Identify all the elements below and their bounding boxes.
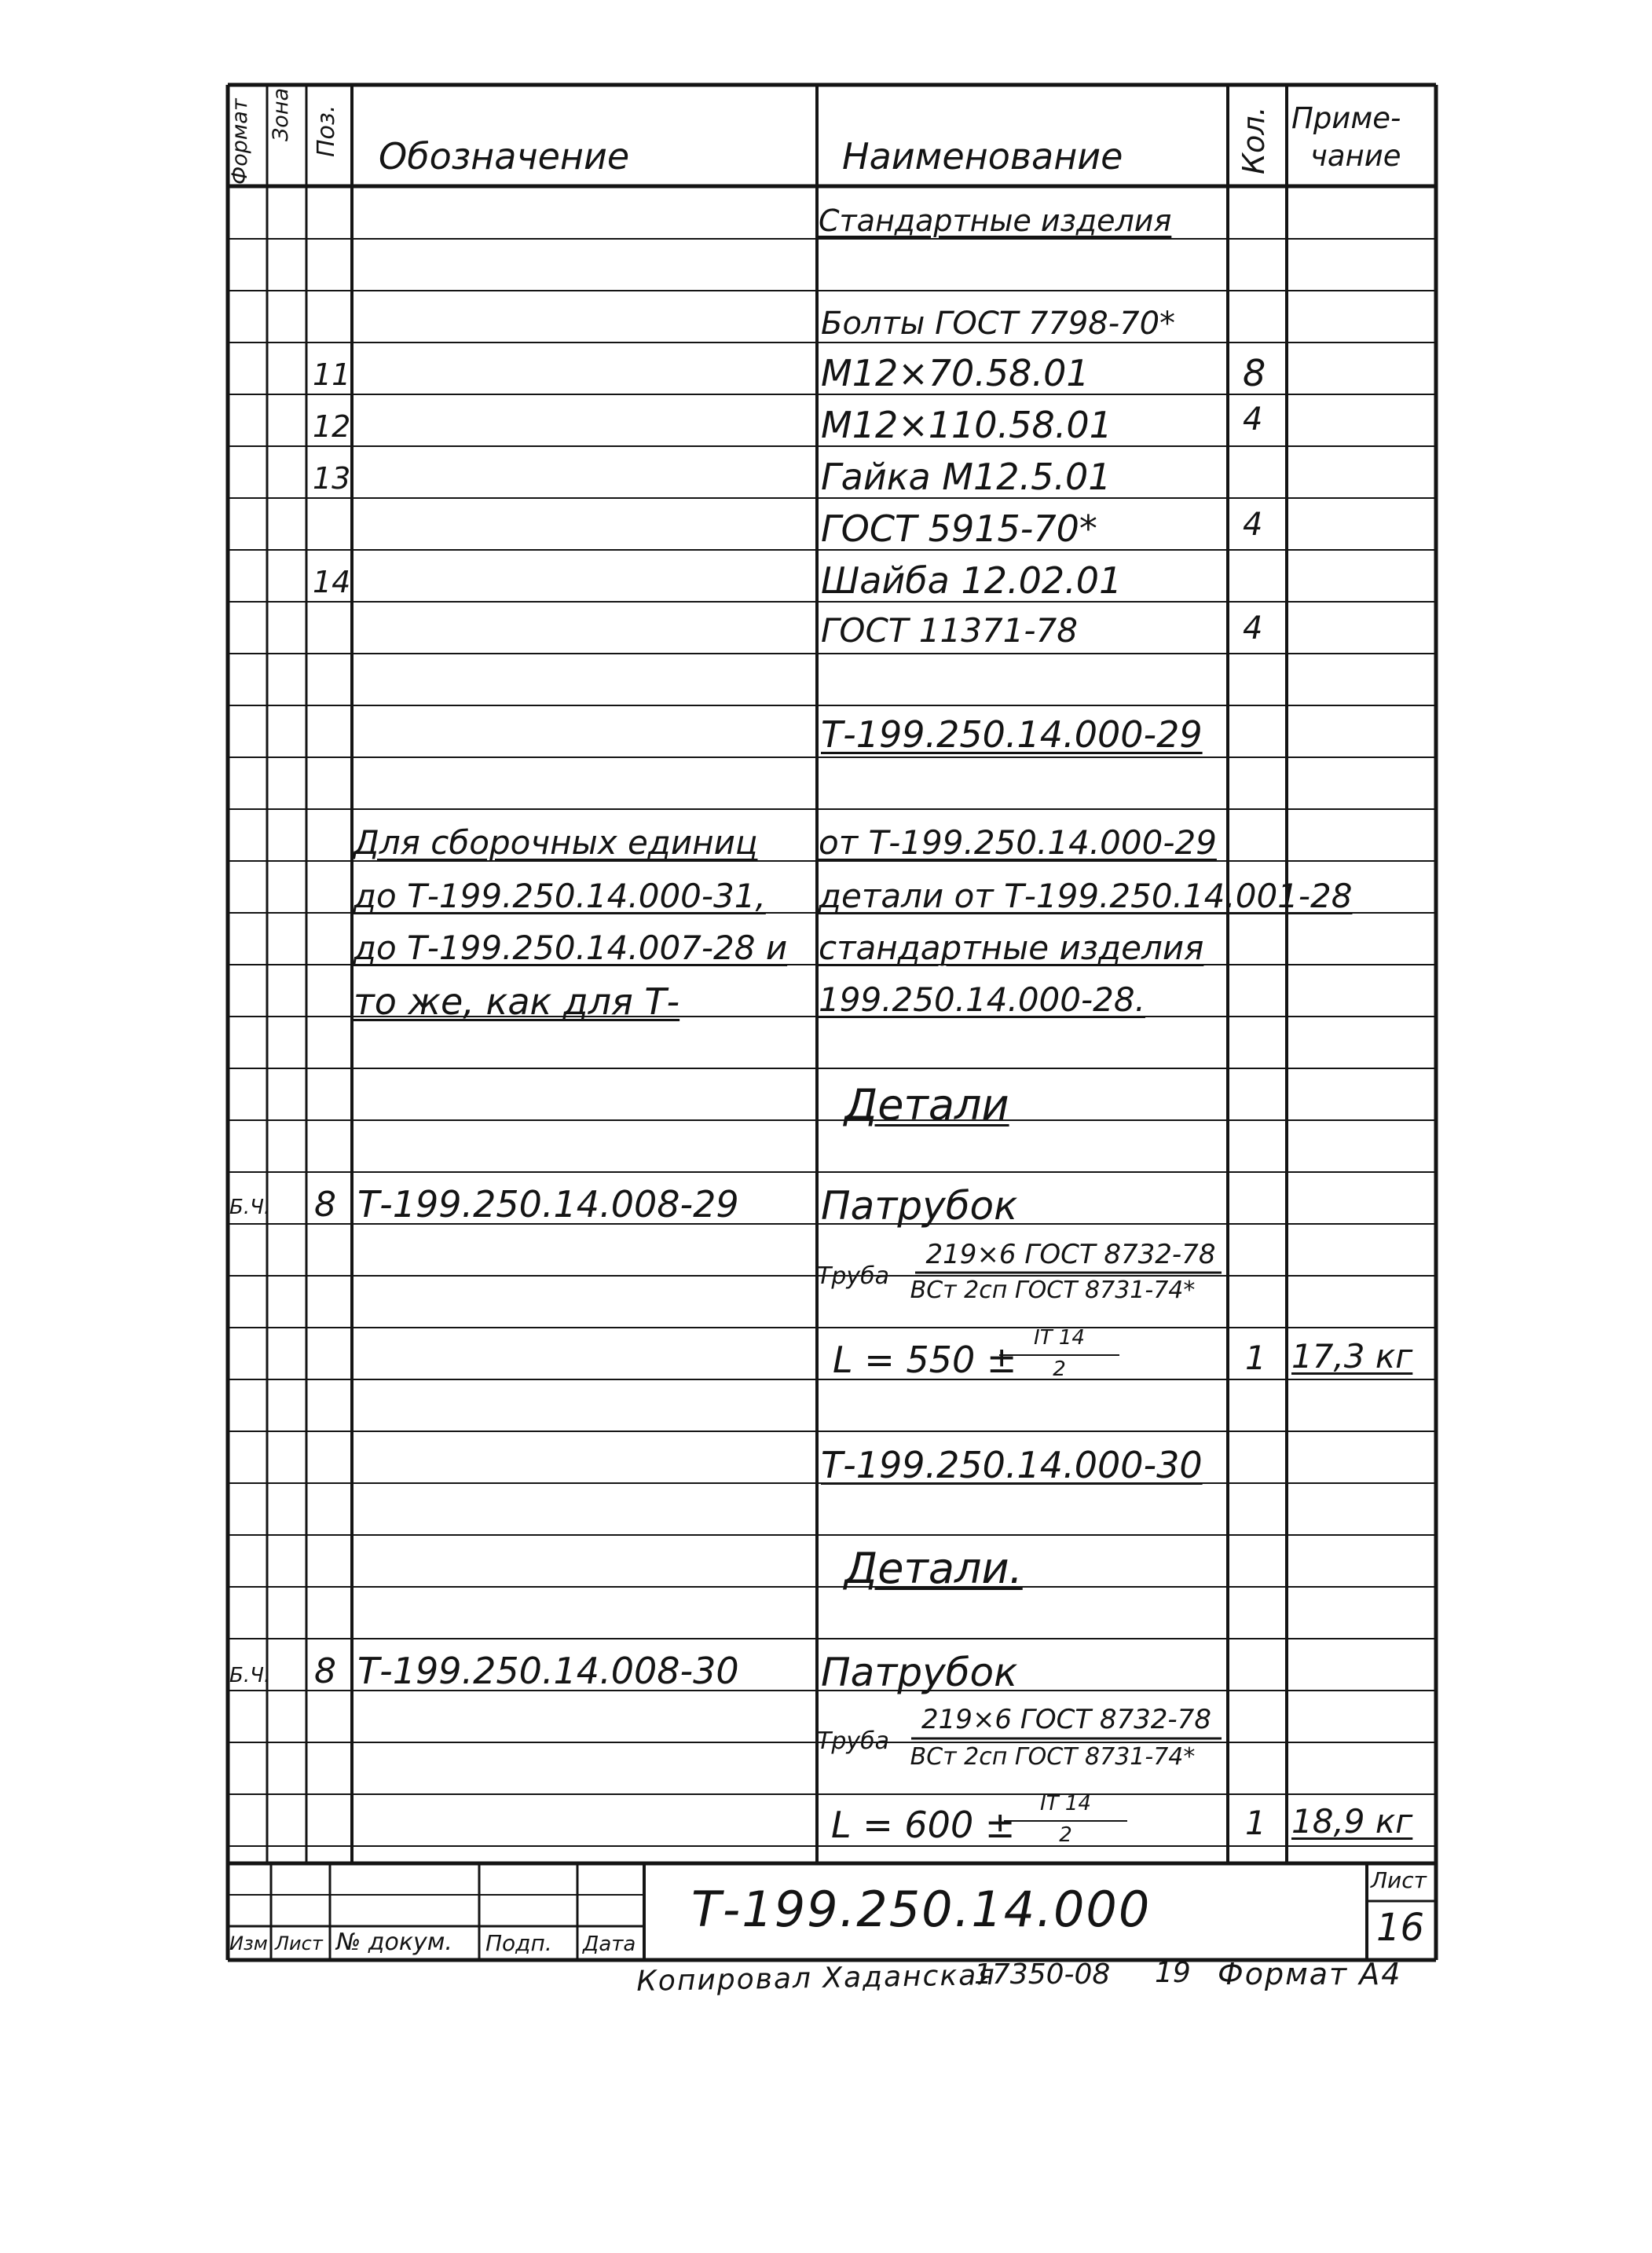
row-12-qty: 4 — [1243, 401, 1263, 438]
detail2-length: L = 600 ± — [831, 1804, 1016, 1846]
detail1-mass: 17,3 кг — [1291, 1337, 1413, 1376]
footer-copied-by: Копировал Хаданская — [636, 1959, 997, 1998]
variant-30-heading: Т-199.250.14.000-30 — [821, 1444, 1203, 1486]
detail2-pipe-material: ВСт 2сп ГОСТ 8731-74* — [910, 1743, 1196, 1771]
header-zone: Зона — [269, 87, 293, 141]
detail1-pipe-material: ВСт 2сп ГОСТ 8731-74* — [910, 1277, 1196, 1304]
detail1-pos: 8 — [314, 1185, 336, 1225]
detail1-pipe-spec: 219×6 ГОСТ 8732-78 — [925, 1239, 1216, 1270]
note-line3-a: до Т-199.250.14.007-28 и — [353, 929, 788, 967]
titleblock-date: Дата — [583, 1932, 636, 1956]
titleblock-sheet-label: Лист — [1371, 1867, 1427, 1893]
titleblock-docnum: № докум. — [336, 1929, 452, 1956]
detail1-tolerance-num: IT 14 — [1034, 1326, 1085, 1350]
header-qty: Кол. — [1236, 106, 1271, 174]
row-13-pos: 13 — [313, 461, 351, 496]
detail1-length: L = 550 ± — [833, 1339, 1017, 1381]
header-name: Наименование — [842, 135, 1123, 178]
footer-order-number: 17350-08 — [974, 1958, 1111, 1991]
row-13-name: Гайка М12.5.01 — [821, 456, 1112, 498]
row-11-qty: 8 — [1243, 352, 1266, 394]
detail2-name: Патрубок — [821, 1650, 1018, 1695]
row-12-name: М12×110.58.01 — [821, 404, 1112, 446]
variant-29-heading: Т-199.250.14.000-29 — [821, 713, 1203, 756]
titleblock-doc-number: Т-199.250.14.000 — [691, 1881, 1152, 1938]
note-line1-a: Для сборочных единиц — [353, 823, 758, 862]
header-note-line1: Приме- — [1291, 101, 1401, 135]
detail1-name: Патрубок — [821, 1183, 1018, 1229]
header-pos: Поз. — [313, 104, 340, 157]
row-14b-name: ГОСТ 11371-78 — [821, 611, 1078, 650]
row-13b-name: ГОСТ 5915-70* — [821, 507, 1097, 550]
detail2-pipe-label: Труба — [817, 1727, 890, 1755]
note-line2-a: до Т-199.250.14.000-31, — [353, 877, 766, 915]
footer-format: Формат А4 — [1218, 1957, 1402, 1991]
row-12-pos: 12 — [313, 409, 351, 444]
detail2-tolerance-den: 2 — [1059, 1823, 1072, 1847]
detail1-qty: 1 — [1245, 1339, 1266, 1377]
detail2-pipe-spec: 219×6 ГОСТ 8732-78 — [921, 1704, 1211, 1735]
note-line1-b: от Т-199.250.14.000-29 — [819, 823, 1217, 862]
titleblock-izm: Изм — [229, 1932, 268, 1954]
titleblock-sheet-number: 16 — [1376, 1906, 1425, 1950]
detail2-qty: 1 — [1245, 1804, 1266, 1842]
section-heading-details-2: Детали. — [844, 1544, 1023, 1593]
row-14-pos: 14 — [313, 565, 351, 599]
note-line2-b: детали от Т-199.250.14.001-28 — [819, 877, 1353, 915]
section-heading-standard: Стандартные изделия — [819, 203, 1172, 238]
detail1-pipe-label: Труба — [817, 1262, 890, 1290]
detail2-designation: Т-199.250.14.008-30 — [357, 1650, 739, 1692]
footer-copy-number: 19 — [1155, 1957, 1191, 1989]
row-14-name: Шайба 12.02.01 — [821, 559, 1123, 602]
section-heading-details-1: Детали — [844, 1080, 1009, 1130]
note-line4-b: 199.250.14.000-28. — [819, 980, 1145, 1019]
header-note-line2: чание — [1310, 139, 1401, 173]
detail1-designation: Т-199.250.14.008-29 — [357, 1183, 739, 1225]
row-14b-qty: 4 — [1243, 610, 1263, 647]
note-line3-b: стандартные изделия — [819, 929, 1204, 967]
titleblock-sign: Подп. — [485, 1930, 552, 1956]
header-designation: Обозначение — [379, 135, 630, 178]
row-13b-qty: 4 — [1243, 507, 1263, 543]
detail1-format: Б.Ч. — [229, 1196, 271, 1219]
detail2-pos: 8 — [314, 1651, 336, 1691]
detail2-mass: 18,9 кг — [1291, 1802, 1413, 1841]
header-format: Формат — [228, 98, 252, 185]
detail2-tolerance-num: IT 14 — [1040, 1792, 1091, 1815]
note-line4-a: то же, как для Т- — [353, 980, 680, 1023]
row-11-name: М12×70.58.01 — [821, 352, 1090, 394]
detail2-format: Б.Ч. — [229, 1664, 271, 1687]
titleblock-list: Лист — [275, 1932, 323, 1954]
detail1-tolerance-den: 2 — [1053, 1357, 1066, 1381]
row-11-pos: 11 — [313, 357, 351, 392]
bolts-heading: Болты ГОСТ 7798-70* — [821, 306, 1176, 342]
